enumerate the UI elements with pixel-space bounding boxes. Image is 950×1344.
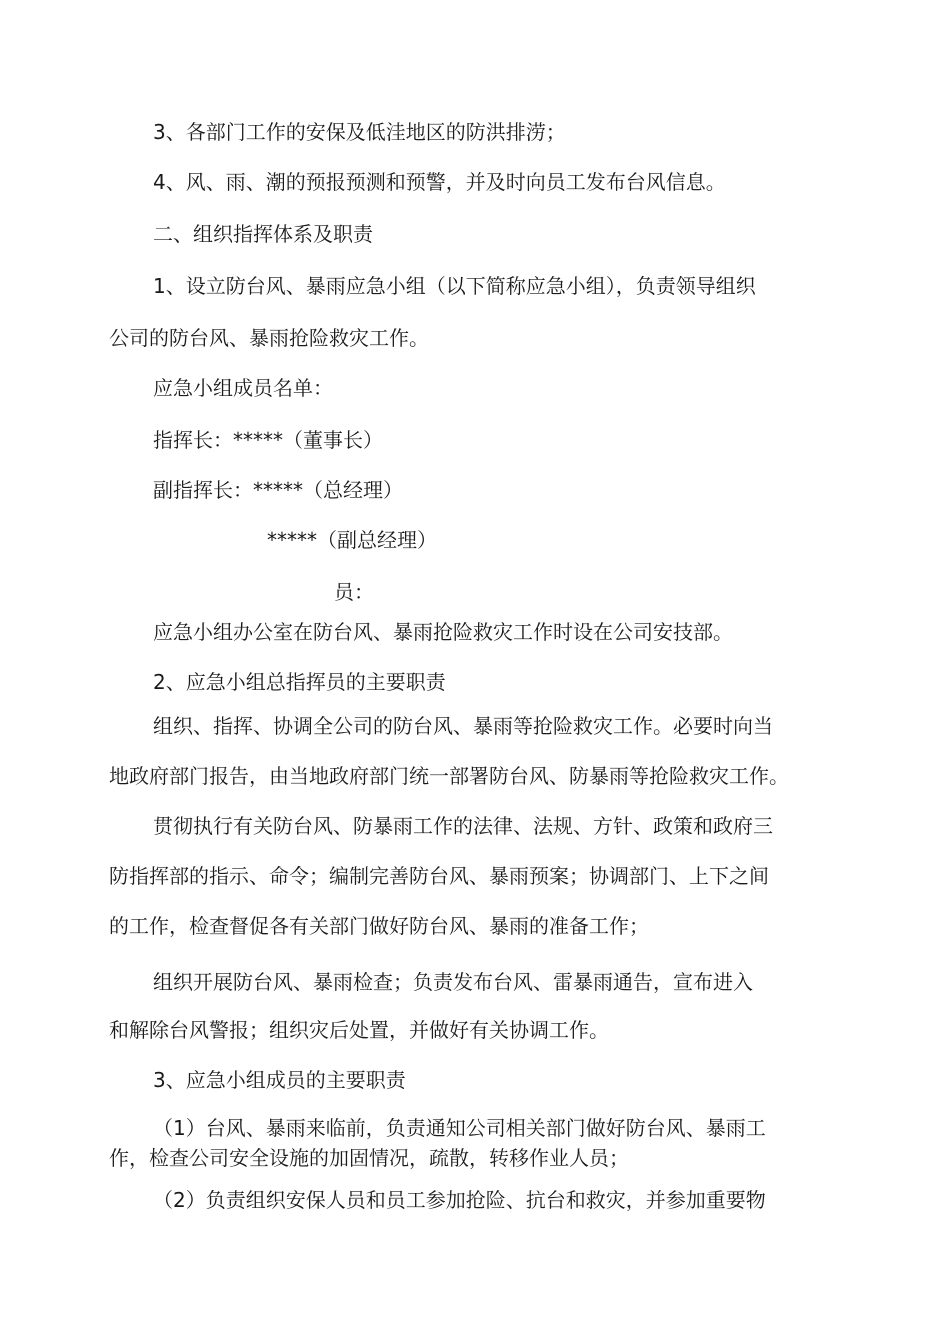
paragraph-implement-line-2: 防指挥部的指示、命令；编制完善防台风、暴雨预案；协调部门、上下之间: [109, 864, 769, 888]
duty-item-1-line-1: （1）台风、暴雨来临前，负责通知公司相关部门做好防台风、暴雨工: [153, 1116, 766, 1140]
member-list-heading: 应急小组成员名单：: [153, 376, 333, 400]
paragraph-implement-line-3: 的工作，检查督促各有关部门做好防台风、暴雨的准备工作；: [109, 914, 649, 938]
office-location: 应急小组办公室在防台风、暴雨抢险救灾工作时设在公司安技部。: [153, 620, 733, 644]
member-commander: 指挥长：*****（董事长）: [153, 428, 383, 452]
paragraph-implement-line-1: 贯彻执行有关防台风、防暴雨工作的法律、法规、方针、政策和政府三: [153, 814, 773, 838]
paragraph-inspection-line-1: 组织开展防台风、暴雨检查；负责发布台风、雷暴雨通告，宣布进入: [153, 970, 753, 994]
member-deputy-commander: 副指挥长：*****（总经理）: [153, 478, 403, 502]
paragraph-inspection-line-2: 和解除台风警报；组织灾后处置，并做好有关协调工作。: [109, 1018, 609, 1042]
paragraph-coordinate-line-1: 组织、指挥、协调全公司的防台风、暴雨等抢险救灾工作。必要时向当: [153, 714, 773, 738]
subheading-commander-duties: 2、应急小组总指挥员的主要职责: [153, 670, 446, 694]
list-item-4-weather-warning: 4、风、雨、潮的预报预测和预警，并及时向员工发布台风信息。: [153, 170, 726, 194]
duty-item-2-line-1: （2）负责组织安保人员和员工参加抢险、抗台和救灾，并参加重要物: [153, 1188, 766, 1212]
list-item-3-lowland-flood-control: 3、各部门工作的安保及低洼地区的防洪排涝；: [153, 120, 566, 144]
member-deputy-general-manager: *****（副总经理）: [267, 528, 437, 552]
paragraph-emergency-group-line-1: 1、设立防台风、暴雨应急小组（以下简称应急小组），负责领导组织: [153, 274, 756, 298]
paragraph-coordinate-line-2: 地政府部门报告，由当地政府部门统一部署防台风、防暴雨等抢险救灾工作。: [109, 764, 789, 788]
subheading-member-duties: 3、应急小组成员的主要职责: [153, 1068, 406, 1092]
member-staff-label: 员：: [334, 580, 374, 604]
section-heading-organization: 二、组织指挥体系及职责: [153, 222, 373, 246]
paragraph-emergency-group-line-2: 公司的防台风、暴雨抢险救灾工作。: [109, 326, 429, 350]
duty-item-1-line-2: 作，检查公司安全设施的加固情况，疏散，转移作业人员；: [109, 1146, 629, 1170]
